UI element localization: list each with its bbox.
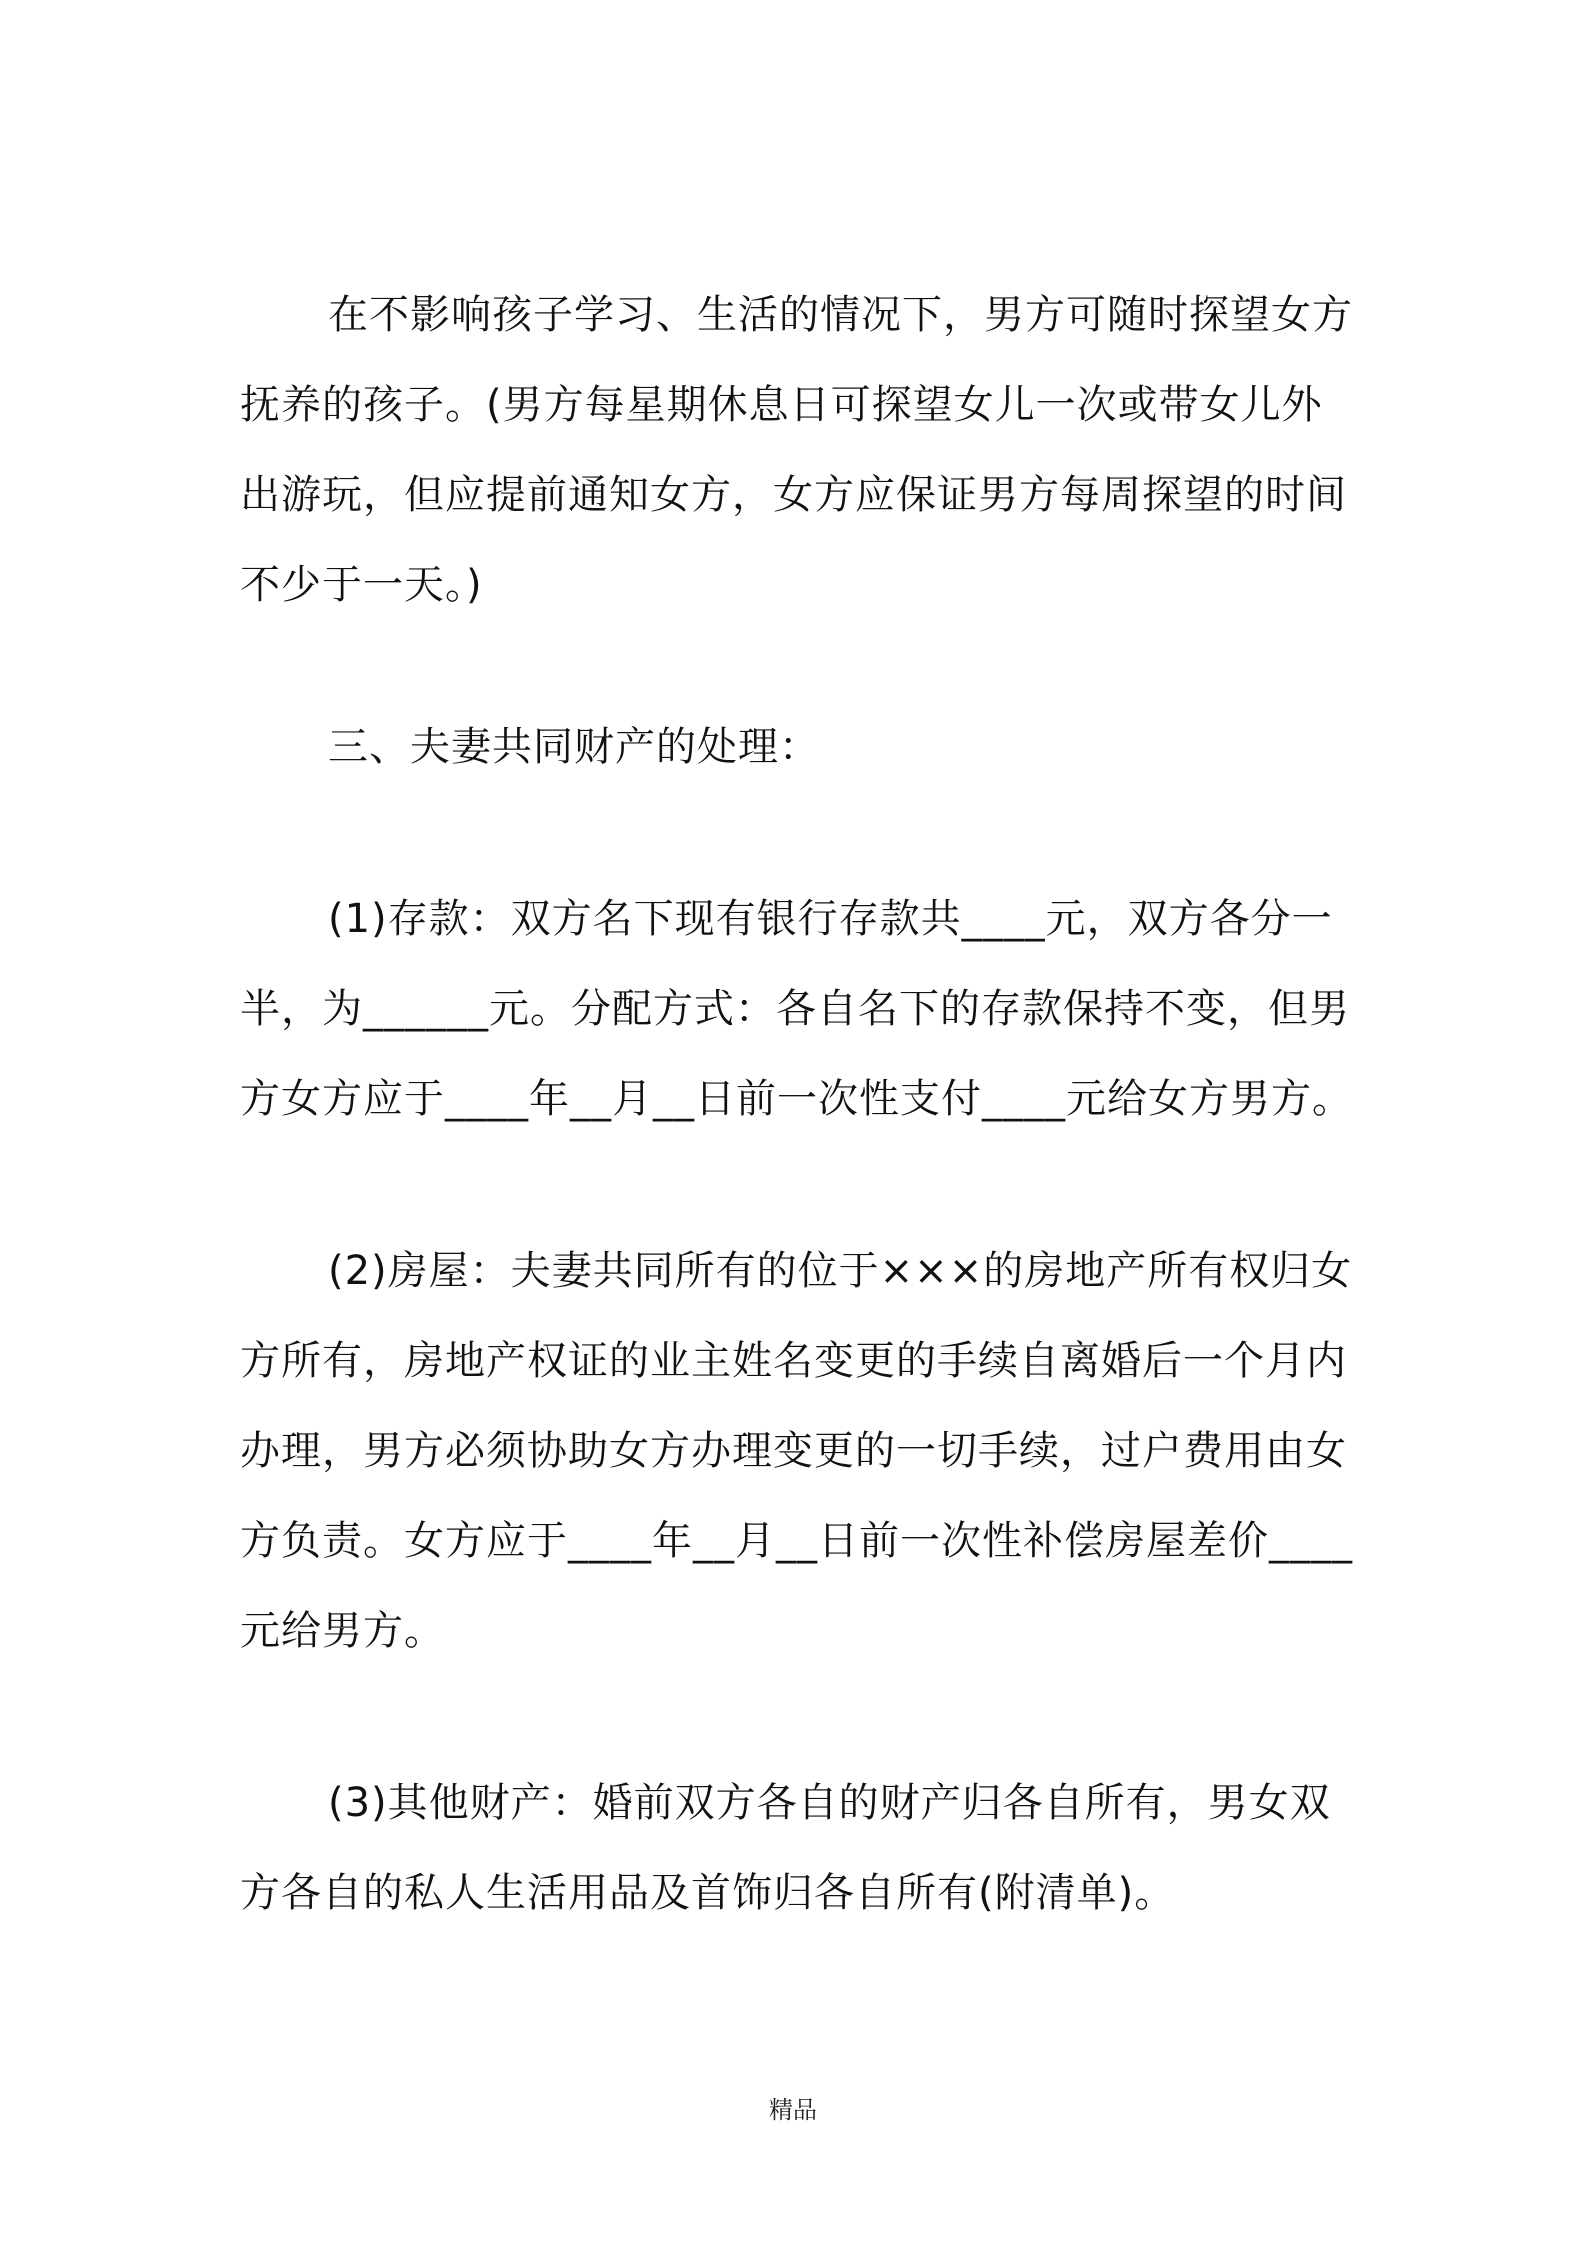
paragraph-house: (2)房屋：夫妻共同所有的位于×××的房地产所有权归女方所有，房地产权证的业主姓名变更的手续自离婚后一个月内办理，男方必须协助女方办理变更的一切手续，过户费用由女方负责。女方应于____年__月__日前一次性补偿房屋差价____元给男方。 [240, 1248, 1353, 1654]
page-footer: 精品 [769, 2096, 817, 2124]
section-heading-property: 三、夫妻共同财产的处理： [328, 724, 820, 770]
document-body [240, 270, 1356, 1938]
paragraph-visitation: 在不影响孩子学习、生活的情况下，男方可随时探望女方抚养的孩子。(男方每星期休息日可探望女儿一次或带女儿外出游玩，但应提前通知女方，女方应保证男方每周探望的时间不少于一天。) [240, 292, 1353, 608]
paragraph-deposits: (1)存款：双方名下现有银行存款共____元，双方各分一半，为______元。分配方式：各自名下的存款保持不变，但男方女方应于____年__月__日前一次性支付____元给女方男方。 [240, 896, 1353, 1122]
paragraph-other-property: (3)其他财产：婚前双方各自的财产归各自所有，男女双方各自的私人生活用品及首饰归各自所有(附清单)。 [240, 1780, 1331, 1916]
